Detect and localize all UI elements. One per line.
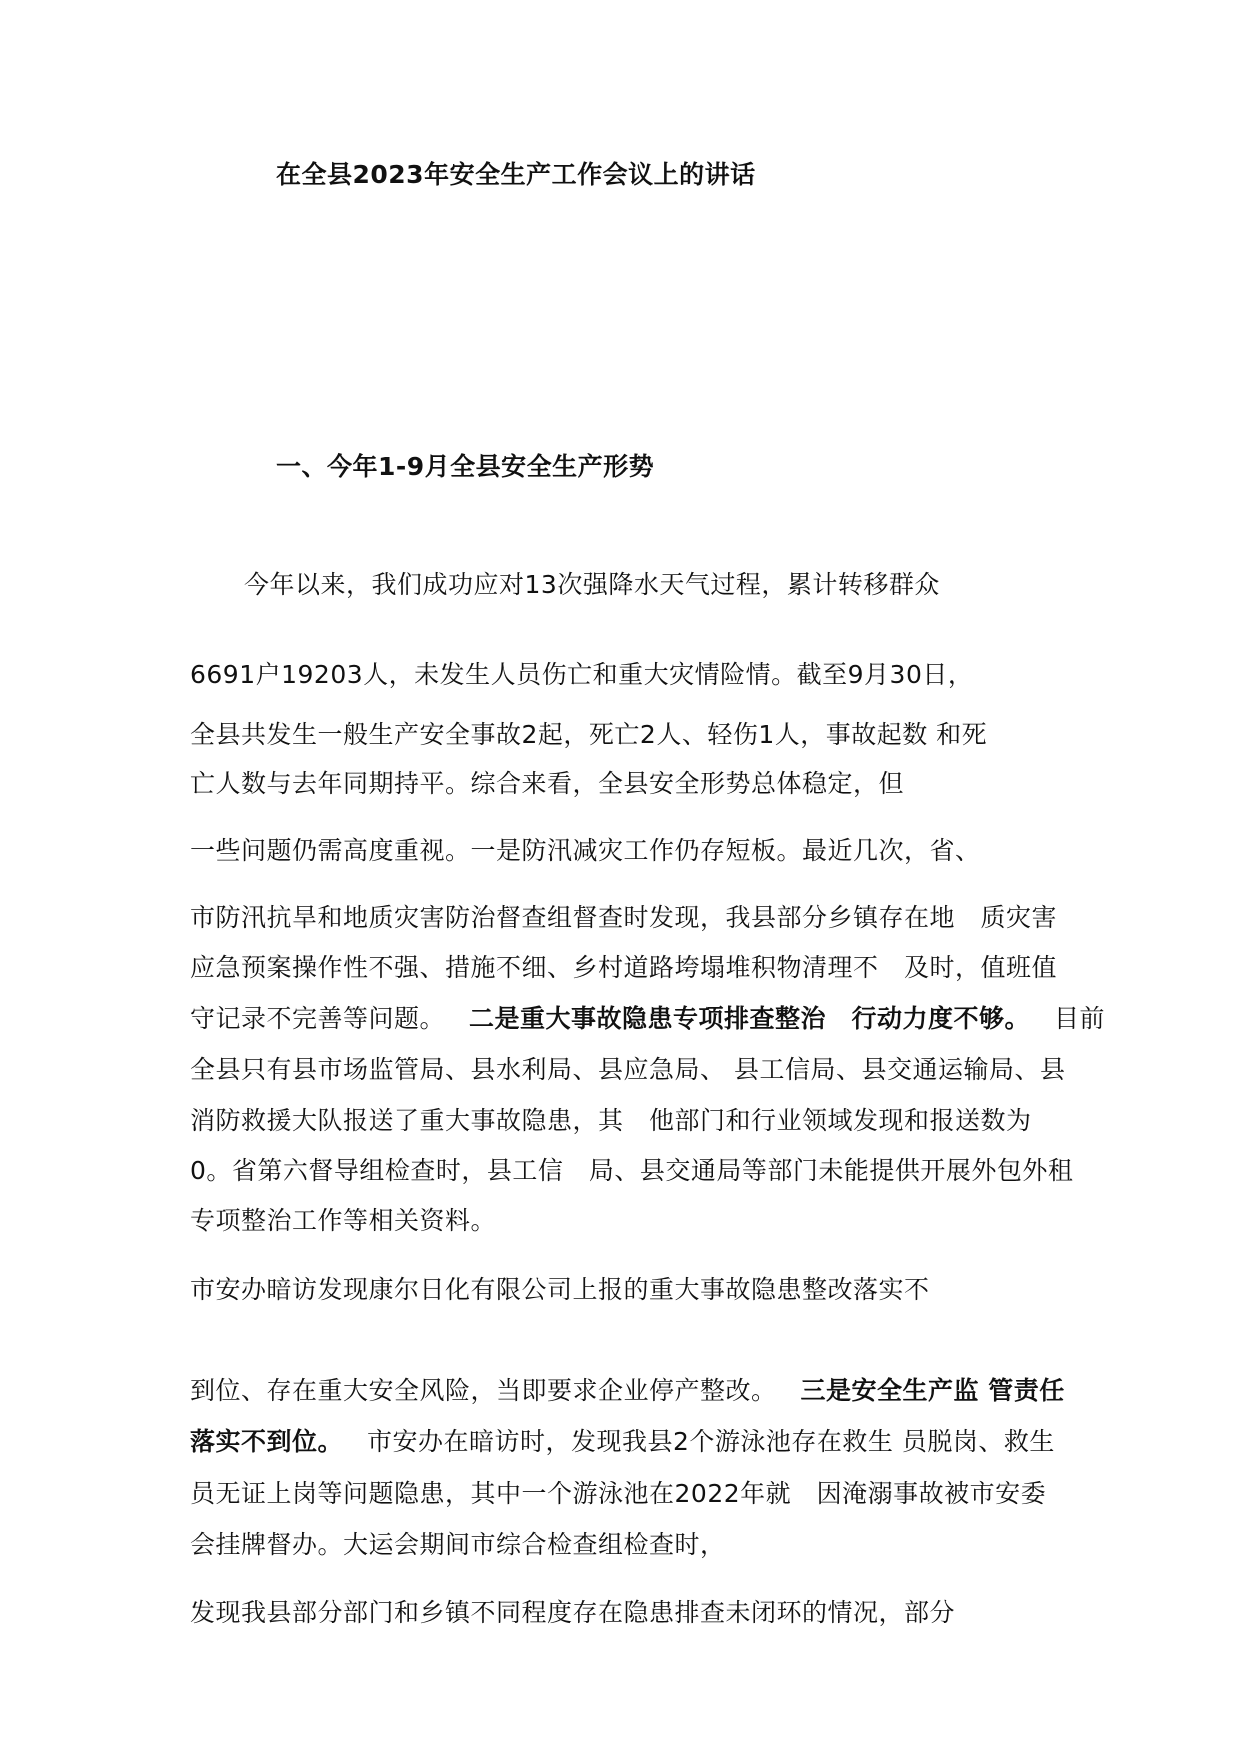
body-line [190, 1374, 1065, 1408]
body-line: 全县共发生一般生产安全事故2起，死亡2人、轻伤1人，事故起数 和死 [190, 720, 988, 749]
section-heading: 一、今年1-9月全县安全生产形势 [276, 452, 655, 481]
body-line: 6691户19203人，未发生人员伤亡和重大灾情险情。截至9月30日， [190, 660, 974, 689]
body-text: 目前 [1054, 1004, 1106, 1033]
body-line: 会挂牌督办。大运会期间市综合检查组检查时， [190, 1530, 726, 1559]
body-line: 员无证上岗等问题隐患，其中一个游泳池在2022年就 因淹溺事故被市安委 [190, 1479, 1047, 1508]
document-title: 在全县2023年安全生产工作会议上的讲话 [276, 160, 756, 189]
body-line: 一些问题仍需高度重视。一是防汛减灾工作仍存短板。最近几次，省、 [190, 836, 981, 865]
body-line: 0。省第六督导组检查时，县工信 局、县交通局等部门未能提供开展外包外租 [190, 1156, 1074, 1185]
body-line: 市安办暗访发现康尔日化有限公司上报的重大事故隐患整改落实不 [190, 1275, 930, 1304]
body-line: 发现我县部分部门和乡镇不同程度存在隐患排查未闭环的情况，部分 [190, 1598, 956, 1627]
body-line [190, 1425, 1055, 1459]
bold-emphasis-text: 三是安全生产监 管责任 [800, 1376, 1065, 1405]
body-text: 市安办在暗访时，发现我县2个游泳池存在救生 员脱岗、救生 [367, 1427, 1055, 1456]
body-line: 亡人数与去年同期持平。综合来看，全县安全形势总体稳定，但 [190, 769, 905, 798]
body-line: 专项整治工作等相关资料。 [190, 1206, 497, 1235]
body-line: 市防汛抗旱和地质灾害防治督查组督查时发现，我县部分乡镇存在地 质灾害 [190, 903, 1058, 932]
body-line: 消防救援大队报送了重大事故隐患，其 他部门和行业领域发现和报送数为 [190, 1106, 1032, 1135]
body-text: 到位、存在重大安全风险，当即要求企业停产整改。 [190, 1376, 777, 1405]
body-line: 今年以来，我们成功应对13次强降水天气过程，累计转移群众 [244, 570, 940, 599]
body-text: 守记录不完善等问题。 [190, 1004, 446, 1033]
body-line: 应急预案操作性不强、措施不细、乡村道路垮塌堆积物清理不 及时，值班值 [190, 953, 1058, 982]
body-line: 全县只有县市场监管局、县水利局、县应急局、 县工信局、县交通运输局、县 [190, 1055, 1066, 1084]
body-line [190, 1002, 1105, 1036]
bold-emphasis-text: 落实不到位。 [190, 1427, 344, 1456]
bold-emphasis-text: 二是重大事故隐患专项排查整治 行动力度不够。 [469, 1004, 1031, 1033]
